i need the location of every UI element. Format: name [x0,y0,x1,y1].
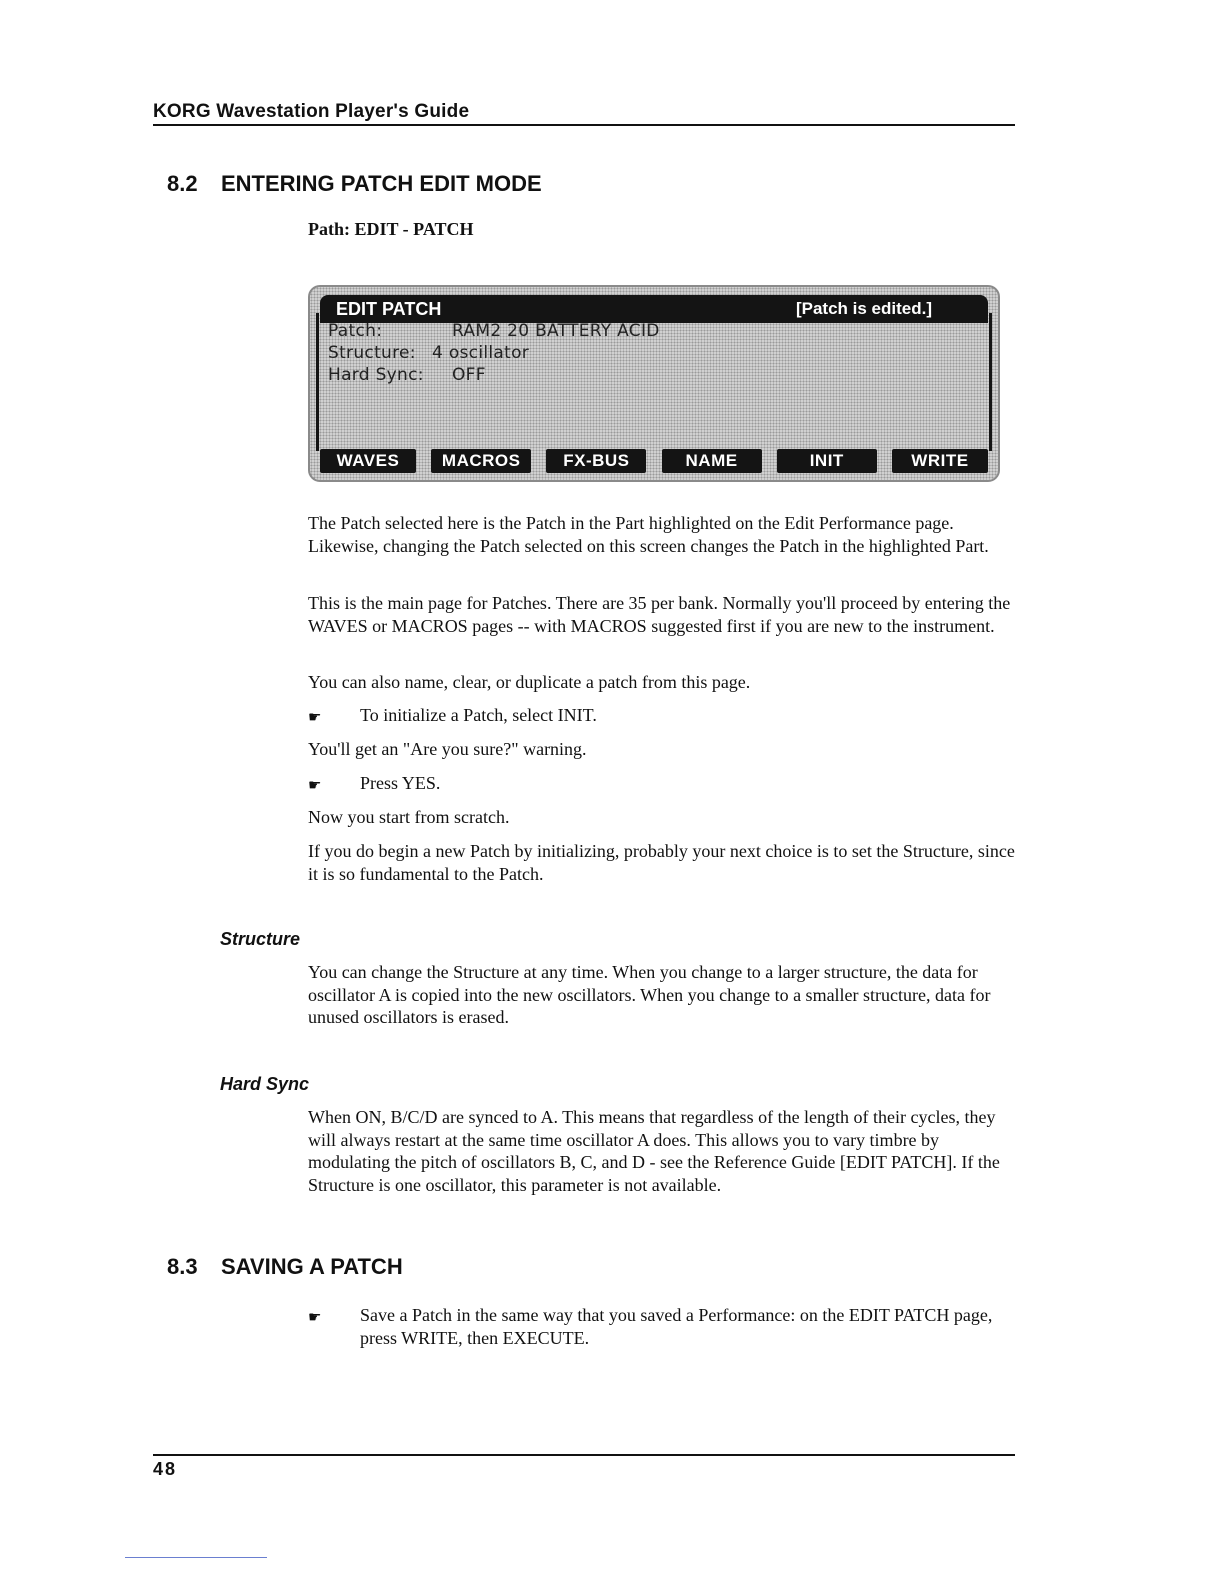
pointing-hand-icon: ☛ [308,1308,322,1326]
pointing-hand-icon: ☛ [308,708,322,726]
section-title: ENTERING PATCH EDIT MODE [221,171,542,196]
lcd-title-bar [320,295,988,323]
paragraph: You can also name, clear, or duplicate a patch from this page. [308,672,751,692]
lcd-row-label: Hard Sync: [328,365,424,385]
running-header: KORG Wavestation Player's Guide [153,101,470,122]
lcd-row-value: 4 oscillator [432,343,530,363]
lcd-title: EDIT PATCH [336,299,442,319]
lcd-status: [Patch is edited.] [795,299,932,318]
section-8-2-heading [167,171,542,197]
subheading-structure: Structure [220,929,301,949]
section-number: 8.3 [167,1254,198,1279]
subheading-hard-sync: Hard Sync [220,1074,310,1094]
bullet-item [308,704,908,728]
lcd-row-value: OFF [452,365,486,385]
lcd-screen [308,285,1000,482]
lcd-row-label: Structure: [328,343,416,363]
lcd-row-value: RAM2 20 BATTERY ACID [452,321,660,341]
menu-path: Path: EDIT - PATCH [308,219,474,239]
lcd-row-hard-sync [328,365,486,385]
paragraph: This is the main page for Patches. There are 35 per bank. Normally you'll proceed by entering the WAVES or MACROS pages -- with MACROS suggested first if you are new to the instrument. [308,593,1011,636]
lcd-frame-left [316,313,319,451]
lcd-tab-fx-bus: FX-BUS [546,449,646,473]
bullet-text: To initialize a Patch, select INIT. [360,705,597,725]
lcd-tab-waves: WAVES [320,449,416,473]
paragraph: You'll get an "Are you sure?" warning. [308,739,587,759]
lcd-row-label: Patch: [328,321,383,341]
lcd-tab-name: NAME [662,449,762,473]
lcd-tab-write: WRITE [892,449,988,473]
bullet-item [308,1304,1008,1352]
lcd-row-structure [328,343,530,363]
bullet-item [308,772,908,796]
section-number: 8.2 [167,171,198,196]
paragraph: Now you start from scratch. [308,807,510,827]
bullet-text: Save a Patch in the same way that you saved a Performance: on the EDIT PATCH page, press WRITE, then EXECUTE. [360,1305,993,1348]
paragraph: The Patch selected here is the Patch in the Part highlighted on the Edit Performance page. Likewise, changing the Patch selected on this screen changes the Patch in the highlighted Part. [308,513,989,556]
bullet-text: Press YES. [360,773,441,793]
lcd-tab-macros: MACROS [431,449,531,473]
scan-edge-line [125,1557,267,1558]
paragraph: When ON, B/C/D are synced to A. This means that regardless of the length of their cycles, they will always restart at the same time oscillator A does. This allows you to vary timbre by modulating the pitch of oscillators B, C, and D - see the Reference Guide [EDIT PATCH]. If the Structure is one oscillator, this parameter is not available. [308,1107,1000,1195]
lcd-frame-right [989,313,992,451]
footer-rule [153,1454,1015,1456]
lcd-tab-init: INIT [777,449,877,473]
pointing-hand-icon: ☛ [308,776,322,794]
lcd-row-patch [328,321,660,341]
paragraph: You can change the Structure at any time. When you change to a larger structure, the data for oscillator A is copied into the new oscillators. When you change to a smaller structure, data for unused oscillators is erased. [308,962,991,1027]
lcd-softkey-bar [320,448,988,474]
header-rule [153,124,1015,126]
page-number: 48 [153,1459,178,1479]
section-title: SAVING A PATCH [221,1254,403,1279]
section-8-3-heading [167,1254,403,1280]
paragraph: If you do begin a new Patch by initializing, probably your next choice is to set the Structure, since it is so fundamental to the Patch. [308,841,1015,884]
